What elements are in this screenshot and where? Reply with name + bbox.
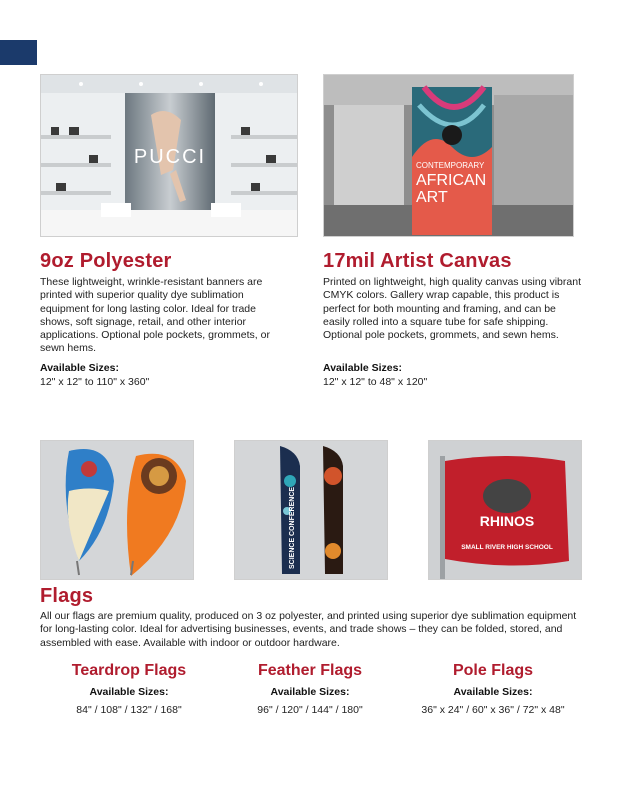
feather-sizes-value: 96" / 120" / 144" / 180" — [257, 704, 363, 716]
sizes-label-canvas: Available Sizes: — [323, 362, 402, 374]
teardrop-flags-section — [44, 662, 214, 716]
pole-sizes-value: 36" x 24" / 60" x 36" / 72" x 48" — [421, 704, 565, 716]
product-title-polyester: 9oz Polyester — [40, 250, 172, 272]
pole-flags-section — [408, 662, 578, 716]
teardrop-sizes-value: 84" / 108" / 132" / 168" — [76, 704, 182, 716]
pole-flag-name: RHINOS — [479, 513, 535, 529]
canvas-text-line3: ART — [416, 189, 448, 206]
flags-description: All our flags are premium quality, produced on 3 oz polyester, and printed using superior dye sublimation equipment for long-lasting color. Ideal for advertising businesses, events, and trade shows – they can be folded, stored, and assembled with ease. Available with indoor or outdoor hardware. — [40, 610, 577, 649]
banner-brand-text: PUCCI — [133, 146, 207, 168]
teardrop-flags-title: Teardrop Flags — [71, 662, 187, 679]
canvas-text-line2: AFRICAN — [416, 172, 487, 189]
pole-flags-title: Pole Flags — [452, 662, 534, 679]
polyester-banner-image — [40, 74, 298, 237]
pole-flag-subtext: SMALL RIVER HIGH SCHOOL — [461, 544, 553, 551]
sizes-value-polyester: 12" x 12" to 110" x 360" — [40, 376, 150, 388]
feather-flags-image — [234, 440, 388, 580]
artist-canvas-image — [323, 74, 574, 237]
product-description-polyester: These lightweight, wrinkle-resistant banners are printed with superior quality dye sublimation equipment for long lasting color. Ideal for trade shows, soft signage, retail, and other interior applications. Optional pole pockets, grommets, or sewn hems. — [40, 276, 270, 355]
feather-sizes-label: Available Sizes: — [270, 686, 350, 698]
teardrop-flags-image — [40, 440, 194, 580]
product-description-canvas: Printed on lightweight, high quality canvas using vibrant CMYK colors. Gallery wrap capable, this product is perfect for both mounting and framing, and can be easily rolled into a square tube for safe shipping. Optional pole pockets, grommets, and sewn hems. — [323, 276, 581, 342]
feather-flags-section — [225, 662, 395, 716]
feather-flags-title: Feather Flags — [257, 662, 363, 679]
canvas-text-line1: CONTEMPORARY — [416, 161, 485, 170]
sizes-label-polyester: Available Sizes: — [40, 362, 119, 374]
page-tab-marker — [0, 40, 37, 65]
product-title-canvas: 17mil Artist Canvas — [323, 250, 512, 272]
pole-sizes-label: Available Sizes: — [453, 686, 533, 698]
pole-flag-image — [428, 440, 582, 580]
feather-flag-text: SCIENCE CONFERENCE — [289, 486, 296, 569]
teardrop-sizes-label: Available Sizes: — [89, 686, 169, 698]
sizes-value-canvas: 12" x 12" to 48" x 120" — [323, 376, 428, 388]
flags-title: Flags — [40, 585, 94, 607]
